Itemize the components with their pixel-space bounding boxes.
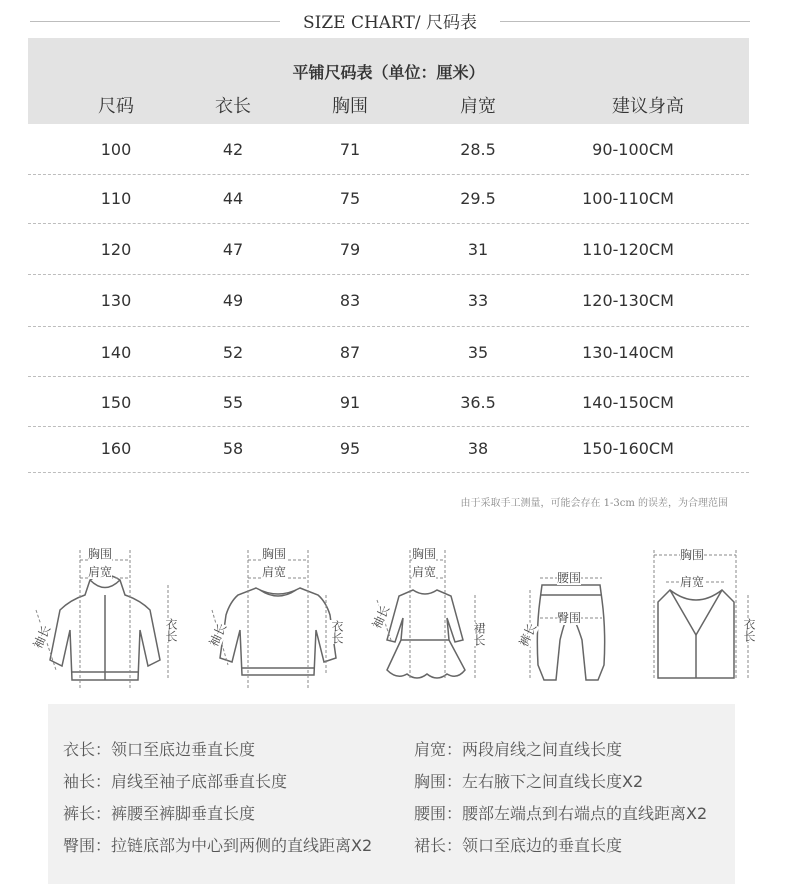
cell-height: 90-100CM [592, 140, 674, 159]
vest-length-label: 衣长 [742, 618, 756, 642]
column-header-height: 建议身高 [612, 96, 684, 117]
pants-hip-label: 臀围 [557, 611, 582, 625]
hoodie-shoulder-label: 肩宽 [88, 565, 113, 579]
cell-chest: 75 [339, 189, 361, 208]
cell-size: 150 [100, 393, 132, 412]
legend-item: 裤长：裤腰至裤脚垂直长度 [63, 804, 256, 823]
cell-chest: 79 [339, 240, 361, 259]
cell-length: 52 [222, 343, 244, 362]
cell-shoulder: 33 [467, 291, 489, 310]
cell-size: 140 [100, 343, 132, 362]
row-divider [28, 426, 749, 427]
sweater-length-label: 衣长 [330, 620, 344, 644]
cell-chest: 71 [339, 140, 361, 159]
cell-size: 110 [100, 189, 132, 208]
table-header [28, 38, 749, 124]
cell-size: 130 [100, 291, 132, 310]
cell-shoulder: 31 [467, 240, 489, 259]
column-header-size: 尺码 [98, 96, 134, 117]
vest-chest-label: 胸围 [680, 548, 705, 562]
legend-item: 裙长：领口至底边的垂直长度 [414, 836, 623, 855]
legend-item: 袖长：肩线至袖子底部垂直长度 [63, 772, 288, 791]
cell-shoulder: 38 [467, 439, 489, 458]
hoodie-diagram [20, 540, 178, 700]
hoodie-length-label: 衣长 [164, 618, 178, 642]
dress-chest-label: 胸围 [412, 547, 437, 561]
table-subtitle: 平铺尺码表（单位：厘米） [292, 63, 485, 82]
cell-length: 47 [222, 240, 244, 259]
cell-length: 44 [222, 189, 244, 208]
sweater-illustration [198, 540, 348, 700]
dress-diagram [365, 540, 515, 700]
vest-shoulder-label: 肩宽 [680, 575, 705, 589]
cell-height: 110-120CM [582, 240, 674, 259]
cell-shoulder: 29.5 [460, 189, 496, 208]
cell-height: 130-140CM [582, 343, 674, 362]
column-header-length: 衣长 [215, 96, 251, 117]
column-header-chest: 胸围 [332, 96, 368, 117]
pants-length-label: 裤长 [516, 621, 540, 649]
vest-illustration [636, 540, 786, 700]
sweater-shoulder-label: 肩宽 [262, 565, 287, 579]
sweater-diagram [198, 540, 348, 700]
measurement-note: 由于采取手工测量，可能会存在 1-3cm 的误差，为合理范围 [460, 498, 728, 509]
vest-diagram [636, 540, 786, 700]
measurement-legend [48, 704, 735, 884]
page-title: SIZE CHART/ 尺码表 [295, 13, 485, 33]
hoodie-sleeve-label: 袖长 [30, 623, 54, 651]
cell-size: 120 [100, 240, 132, 259]
pants-waist-label: 腰围 [557, 571, 582, 585]
cell-length: 55 [222, 393, 244, 412]
row-divider [28, 376, 749, 377]
cell-chest: 87 [339, 343, 361, 362]
cell-height: 120-130CM [582, 291, 674, 310]
legend-item: 肩宽：两段肩线之间直线长度 [414, 740, 623, 759]
cell-chest: 95 [339, 439, 361, 458]
legend-item: 腰围：腰部左端点到右端点的直线距离X2 [414, 804, 708, 823]
cell-height: 100-110CM [582, 189, 674, 208]
cell-length: 49 [222, 291, 244, 310]
dress-length-label: 裙长 [472, 622, 486, 646]
cell-size: 100 [100, 140, 132, 159]
column-header-shoulder: 肩宽 [460, 96, 496, 117]
cell-length: 58 [222, 439, 244, 458]
dress-sleeve-label: 袖长 [369, 603, 393, 631]
title-row [30, 0, 750, 40]
cell-chest: 83 [339, 291, 361, 310]
row-divider [28, 326, 749, 327]
cell-length: 42 [222, 140, 244, 159]
cell-size: 160 [100, 439, 132, 458]
legend-item: 臀围：拉链底部为中心到两侧的直线距离X2 [63, 836, 373, 855]
row-divider [28, 174, 749, 175]
cell-shoulder: 36.5 [460, 393, 496, 412]
row-divider [28, 223, 749, 224]
hoodie-chest-label: 胸围 [88, 547, 113, 561]
cell-height: 140-150CM [582, 393, 674, 412]
row-divider [28, 274, 749, 275]
legend-item: 胸围：左右腋下之间直线长度X2 [414, 772, 644, 791]
sweater-chest-label: 胸围 [262, 547, 287, 561]
hoodie-illustration [20, 540, 170, 700]
cell-shoulder: 28.5 [460, 140, 496, 159]
dress-illustration [365, 540, 515, 700]
dress-shoulder-label: 肩宽 [412, 565, 437, 579]
sweater-sleeve-label: 袖长 [206, 621, 230, 649]
cell-chest: 91 [339, 393, 361, 412]
cell-height: 150-160CM [582, 439, 674, 458]
row-divider [28, 472, 749, 473]
cell-shoulder: 35 [467, 343, 489, 362]
legend-item: 衣长：领口至底边垂直长度 [63, 740, 256, 759]
